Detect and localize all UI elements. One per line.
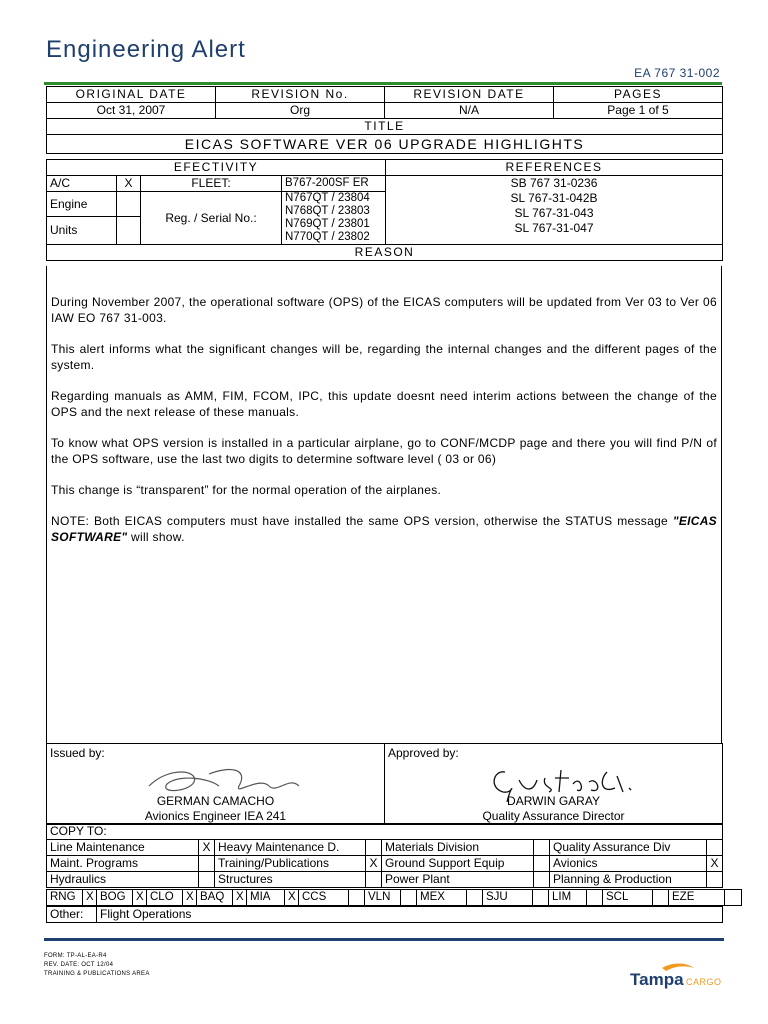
reason-label: REASON [47, 245, 723, 261]
station-code: CLO [147, 890, 183, 906]
station-mark: X [83, 890, 97, 906]
reference-item: SB 767 31-0236 [510, 176, 598, 190]
station-code: BAQ [197, 890, 233, 906]
reason-paragraph: This alert informs what the significant changes will be, regarding the internal changes and the different pages of the system. [51, 342, 717, 372]
station-code: VLN [365, 890, 401, 906]
serial-item: N769QT / 23801 [285, 218, 370, 230]
copy-to-table [46, 823, 723, 888]
approver-name: DARWIN GARAY [507, 794, 600, 808]
references-list [386, 176, 723, 245]
station-mark [533, 890, 549, 906]
effectivity-label: EFECTIVITY [47, 160, 386, 176]
other-label: Other: [47, 907, 97, 923]
form-area: TRAINING & PUBLICATIONS AREA [44, 971, 150, 977]
serial-item: N768QT / 23803 [285, 205, 370, 217]
copy-dept: Planning & Production [550, 872, 707, 888]
revision-number-value: Org [216, 103, 385, 119]
station-mark: X [285, 890, 299, 906]
effectivity-table [46, 159, 723, 261]
station-mark: X [133, 890, 147, 906]
logo-main-text: Tampa [630, 970, 684, 989]
copy-mark [534, 840, 550, 856]
reason-paragraph: This change is “transparent” for the normal operation of the airplanes. [51, 483, 442, 497]
signature-table [46, 743, 723, 825]
reason-paragraph: During November 2007, the operational software (OPS) of the EICAS computers will be updated from Ver 03 to Ver 06 IAW EO 767 31-003. [51, 295, 717, 325]
station-code: BOG [97, 890, 133, 906]
reason-note [51, 513, 717, 545]
station-code: EZE [669, 890, 725, 906]
meta-label-row [47, 87, 723, 103]
station-code: SCL [603, 890, 653, 906]
copy-dept: Maint. Programs [47, 856, 199, 872]
footer-divider [44, 938, 724, 941]
copy-mark: X [366, 856, 382, 872]
stations-row [47, 890, 742, 906]
copy-to-label: COPY TO: [47, 824, 723, 840]
engine-mark [117, 192, 141, 217]
pages-label: PAGES [554, 87, 723, 103]
copy-dept: Ground Support Equip [382, 856, 534, 872]
serial-list [282, 192, 386, 245]
issued-by-cell [47, 744, 385, 825]
form-rev-date: REV. DATE: OCT 12/04 [44, 962, 114, 968]
copy-mark [199, 856, 215, 872]
title-label: TITLE [47, 119, 723, 135]
meta-table [46, 86, 723, 154]
copy-mark [534, 872, 550, 888]
copy-row [47, 872, 723, 888]
station-mark: X [183, 890, 197, 906]
issuer-name: GERMAN CAMACHO [156, 794, 275, 808]
status-message: "EICAS SOFTWARE" [51, 514, 717, 544]
header-divider [44, 82, 722, 85]
copy-mark [366, 872, 382, 888]
copy-mark [534, 856, 550, 872]
fleet-value: B767-200SF ER [282, 176, 386, 192]
document-number: EA 767 31-002 [634, 66, 720, 80]
reason-body [46, 266, 722, 744]
approved-by-cell [385, 744, 723, 825]
station-mark [725, 890, 742, 906]
revision-date-value: N/A [385, 103, 554, 119]
station-code: MEX [417, 890, 467, 906]
station-code: LIM [549, 890, 587, 906]
reference-item: SL 767-31-042B [510, 191, 598, 205]
copy-dept: Line Maintenance [47, 840, 199, 856]
copy-dept: Power Plant [382, 872, 534, 888]
copy-dept: Quality Assurance Div [550, 840, 707, 856]
original-date-label: ORIGINAL DATE [47, 87, 216, 103]
reason-paragraph: Regarding manuals as AMM, FIM, FCOM, IPC, this update doesnt need interim actions between the change of the OPS and the next release of these manuals. [51, 389, 717, 419]
other-table [46, 906, 723, 923]
document-title: Engineering Alert [46, 36, 246, 63]
copy-mark: X [199, 840, 215, 856]
copy-mark [366, 840, 382, 856]
copy-row [47, 840, 723, 856]
copy-mark [707, 872, 723, 888]
reason-paragraph: To know what OPS version is installed in a particular airplane, go to CONF/MCDP page and there you will find P/N of the OPS software, use the last two digits to determine software level ( 03 or 06) [51, 436, 717, 466]
issued-by-label: Issued by: [50, 746, 105, 760]
approved-by-label: Approved by: [388, 746, 459, 760]
copy-dept: Hydraulics [47, 872, 199, 888]
reference-item: SL 767-31-047 [514, 221, 594, 235]
title-value: EICAS SOFTWARE VER 06 UPGRADE HIGHLIGHTS [47, 135, 723, 154]
copy-dept: Avionics [550, 856, 707, 872]
copy-mark [199, 872, 215, 888]
copy-dept: Materials Division [382, 840, 534, 856]
references-label: REFERENCES [386, 160, 723, 176]
station-mark [349, 890, 365, 906]
issuer-title: Avionics Engineer IEA 241 [144, 809, 287, 823]
meta-value-row [47, 103, 723, 119]
serial-item: N767QT / 23804 [285, 192, 370, 204]
reference-item: SL 767-31-043 [514, 206, 594, 220]
station-code: RNG [47, 890, 83, 906]
fleet-label: FLEET: [141, 176, 282, 192]
copy-dept: Structures [215, 872, 366, 888]
station-mark [587, 890, 603, 906]
units-label: Units [47, 217, 117, 245]
ac-label: A/C [47, 176, 117, 192]
ac-mark: X [117, 176, 141, 192]
station-code: MIA [247, 890, 285, 906]
form-code: FORM: TP-AL-EA-R4 [44, 953, 107, 959]
station-mark [467, 890, 483, 906]
copy-row [47, 856, 723, 872]
units-mark [117, 217, 141, 245]
station-mark [401, 890, 417, 906]
pages-value: Page 1 of 5 [554, 103, 723, 119]
approver-title: Quality Assurance Director [482, 809, 625, 823]
tampa-cargo-logo [628, 962, 728, 992]
serial-item: N770QT / 23802 [285, 231, 370, 243]
original-date-value: Oct 31, 2007 [47, 103, 216, 119]
copy-dept: Heavy Maintenance D. [215, 840, 366, 856]
copy-mark: X [707, 856, 723, 872]
station-code: SJU [483, 890, 533, 906]
station-code: CCS [299, 890, 349, 906]
station-mark: X [233, 890, 247, 906]
logo-sub-text: CARGO [686, 977, 722, 987]
copy-mark [707, 840, 723, 856]
reg-serial-label: Reg. / Serial No.: [141, 192, 282, 245]
other-value: Flight Operations [97, 907, 723, 923]
revision-date-label: REVISION DATE [385, 87, 554, 103]
stations-table [46, 889, 742, 906]
copy-dept: Training/Publications [215, 856, 366, 872]
engine-label: Engine [47, 192, 117, 217]
note-text: NOTE: Both EICAS computers must have installed the same OPS version, otherwise the STATUS message [51, 514, 673, 528]
station-mark [653, 890, 669, 906]
form-info [44, 952, 150, 979]
revision-number-label: REVISION No. [216, 87, 385, 103]
note-suffix: will show. [127, 530, 185, 544]
